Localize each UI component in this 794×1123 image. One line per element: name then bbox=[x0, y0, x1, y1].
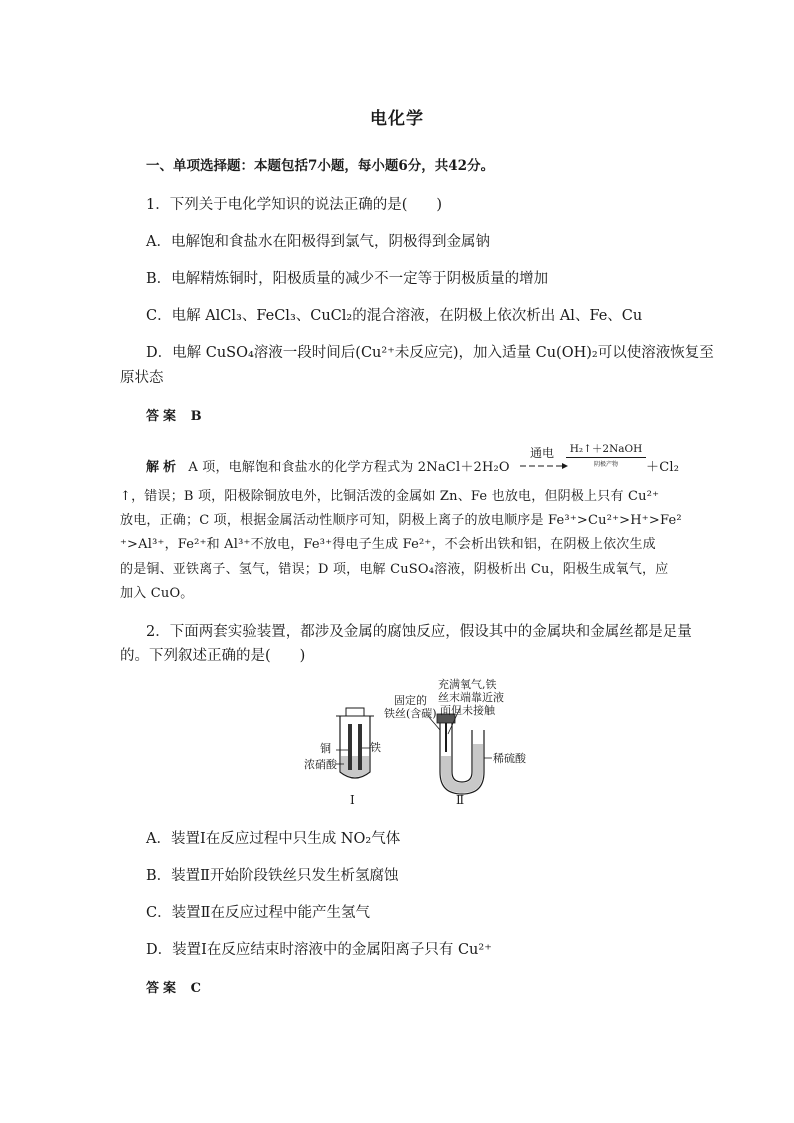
arrow-condition: 通电 bbox=[530, 446, 555, 460]
arrow-products-divider bbox=[566, 457, 646, 458]
label-oxygen-1: 充满氧气,铁 bbox=[438, 678, 497, 691]
label-copper: 铜 bbox=[320, 742, 331, 755]
caption-apparatus-2: Ⅱ bbox=[456, 793, 465, 807]
q2-option-c: C．装置Ⅱ在反应过程中能产生氢气 bbox=[146, 905, 370, 921]
caption-apparatus-1: Ⅰ bbox=[350, 793, 355, 807]
answer-label: 答案 bbox=[146, 981, 181, 996]
arrow-icon bbox=[518, 444, 570, 474]
arrow-products-top: H₂↑＋2NaOH bbox=[569, 443, 643, 455]
label-oxygen-2: 丝末端靠近液 bbox=[438, 691, 504, 704]
q2-option-d: D．装置Ⅰ在反应结束时溶液中的金属阳离子只有 Cu²⁺ bbox=[146, 942, 492, 958]
q1-option-d-line2: 原状态 bbox=[120, 370, 164, 386]
q1-explanation-line2: ↑，错误；B 项，阳极除铜放电外，比铜活泼的金属如 Zn、Fe 也放电，但阴极上只有 Cu²⁺ bbox=[120, 489, 660, 504]
answer-value: C bbox=[190, 981, 201, 996]
label-iron: 铁 bbox=[370, 741, 381, 754]
apparatus-drawing bbox=[300, 672, 540, 812]
page-title: 电化学 bbox=[370, 109, 424, 129]
label-oxygen-3: 面但未接触 bbox=[440, 704, 495, 717]
answer-value: B bbox=[190, 409, 202, 424]
arrow-products bbox=[566, 441, 646, 469]
q1-stem: 1．下列关于电化学知识的说法正确的是( ) bbox=[146, 197, 443, 213]
label-dilute-sulfuric: 稀硫酸 bbox=[493, 752, 526, 765]
q1-explanation-line4: ⁺>Al³⁺，Fe²⁺和 Al³⁺不放电，Fe³⁺得电子生成 Fe²⁺，不会析出铁和铝，在阴极上依次生成 bbox=[120, 537, 656, 552]
q2-option-b: B．装置Ⅱ开始阶段铁丝只发生析氢腐蚀 bbox=[146, 868, 399, 884]
q1-option-c: C．电解 AlCl₃、FeCl₃、CuCl₂的混合溶液，在阴极上依次析出 Al、Fe、Cu bbox=[146, 308, 643, 324]
answer-label: 答案 bbox=[146, 409, 181, 424]
reaction-arrow bbox=[518, 444, 570, 474]
q2-answer bbox=[146, 978, 201, 999]
label-fixed-wire-2: 铁丝(含碳) bbox=[384, 707, 437, 720]
q1-explanation-line1 bbox=[146, 458, 510, 478]
arrow-products-bottom: 阴极产物 bbox=[593, 461, 618, 468]
explanation-label: 解析 bbox=[146, 460, 181, 475]
q2-stem-line1: 2．下面两套实验装置，都涉及金属的腐蚀反应，假设其中的金属块和金属丝都是足量 bbox=[146, 624, 692, 640]
label-conc-nitric: 浓硝酸 bbox=[304, 758, 337, 771]
q1-explanation-line5: 的是铜、亚铁离子、氢气，错误；D 项，电解 CuSO₄溶液，阴极析出 Cu，阳极生成氧气，应 bbox=[120, 562, 669, 577]
q1-option-d-line1: D．电解 CuSO₄溶液一段时间后(Cu²⁺未反应完)，加入适量 Cu(OH)₂可以使溶液恢复至 bbox=[146, 345, 714, 361]
q1-explanation-line3: 放电，正确；C 项，根据金属活动性顺序可知，阴极上离子的放电顺序是 Fe³⁺>Cu²⁺>H⁺>Fe² bbox=[120, 513, 682, 528]
q1-explanation-line1-tail: ＋Cl₂ bbox=[646, 460, 680, 475]
label-fixed-wire-1: 固定的 bbox=[394, 694, 427, 707]
section-header: 一、单项选择题：本题包括7小题，每小题6分，共42分。 bbox=[146, 158, 495, 174]
q2-option-a: A．装置Ⅰ在反应过程中只生成 NO₂气体 bbox=[146, 831, 401, 847]
q1-option-a: A．电解饱和食盐水在阳极得到氯气，阴极得到金属钠 bbox=[146, 234, 490, 250]
q1-answer bbox=[146, 406, 202, 427]
apparatus-diagram bbox=[300, 672, 540, 812]
q2-stem-line2: 的。下列叙述正确的是( ) bbox=[120, 648, 306, 664]
explanation-text: A 项，电解饱和食盐水的化学方程式为 2NaCl＋2H₂O bbox=[188, 460, 510, 475]
q1-explanation-line6: 加入 CuO。 bbox=[120, 586, 194, 601]
q1-option-b: B．电解精炼铜时，阳极质量的减少不一定等于阴极质量的增加 bbox=[146, 271, 549, 287]
